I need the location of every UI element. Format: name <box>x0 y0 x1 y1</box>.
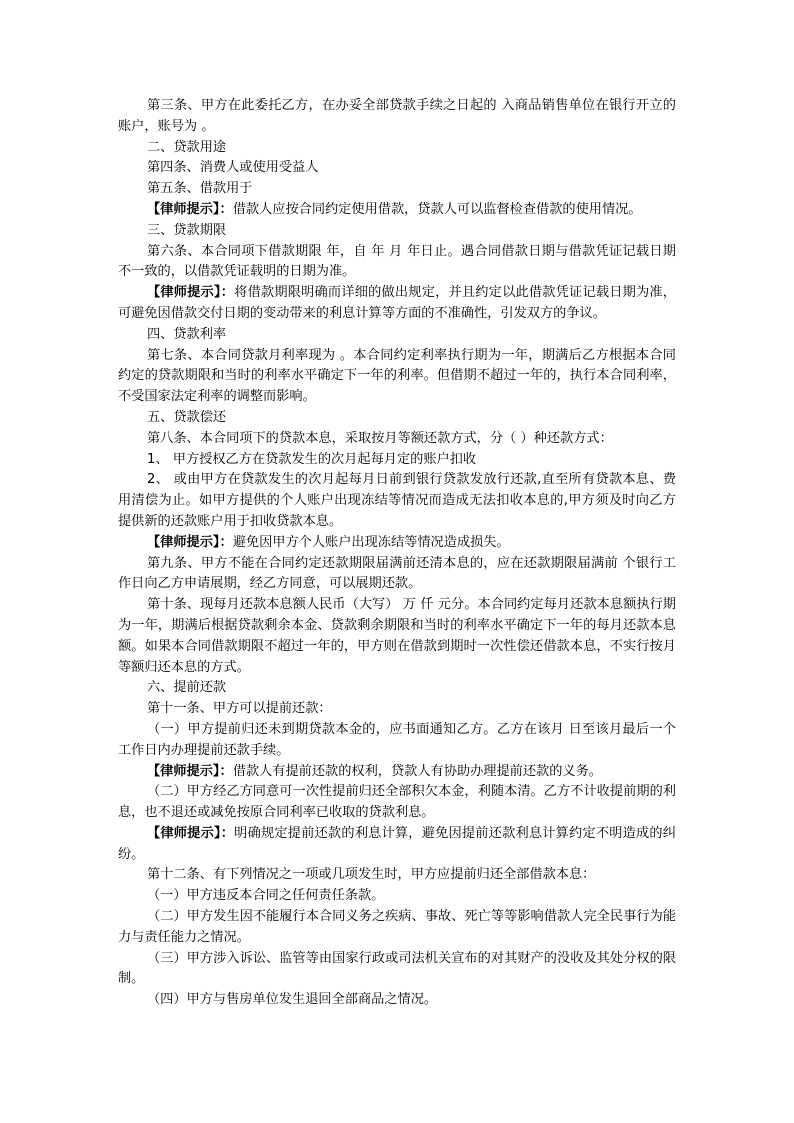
paragraph-text: （四）甲方与售房单位发生退回全部商品之情况。 <box>147 992 438 1008</box>
contract-paragraph <box>118 221 676 242</box>
paragraph-text: 第六条、本合同项下借款期限 年，自 年 月 年日止。遇合同借款日期与借款凭证记载日期不一致的，以借款凭证载明的日期为准。 <box>118 243 676 280</box>
paragraph-text: 避免因甲方个人账户出现冻结等情况造成损失。 <box>232 534 510 550</box>
lawyer-tip-paragraph <box>118 200 676 221</box>
paragraph-text: 第七条、本合同贷款月利率现为 。本合同约定利率执行期为一年，期满后乙方根据本合同约定的贷款期限和当时的利率水平确定下一年的利率。但借期不超过一年的，执行本合同利率，不受国家法定利率的调整而影响。 <box>118 347 676 405</box>
paragraph-text: 六、提前还款 <box>147 680 227 696</box>
paragraph-text: 借款人有提前还款的权利，贷款人有协助办理提前还款的义务。 <box>232 763 602 779</box>
lawyer-tip-label: 【律师提示】： <box>147 534 233 550</box>
contract-paragraph <box>118 470 676 532</box>
paragraph-text: 三、贷款期限 <box>147 222 227 238</box>
lawyer-tip-label: 【律师提示】： <box>147 285 235 301</box>
paragraph-text: 第五条、借款用于 <box>147 181 253 197</box>
paragraph-text: 第十二条、有下列情况之一项或几项发生时，甲方应提前归还全部借款本息： <box>147 867 596 883</box>
lawyer-tip-paragraph <box>118 824 676 866</box>
paragraph-text: （三）甲方涉入诉讼、监管等由国家行政或司法机关宣布的对其财产的没收及其处分权的限制。 <box>118 950 676 987</box>
contract-paragraph <box>118 865 676 886</box>
paragraph-text: 四、贷款利率 <box>147 326 227 342</box>
contract-paragraph <box>118 138 676 159</box>
paragraph-text: 借款人应按合同约定使用借款，贷款人可以监督检查借款的使用情况。 <box>232 201 642 217</box>
paragraph-text: 第十一条、甲方可以提前还款： <box>147 701 332 717</box>
paragraph-text: 第十条、现每月还款本息额人民币（大写） 万 仟 元分。本合同约定每月还款本息额执行期为一年，期满后根据贷款剩余本金、贷款剩余期限和当时的利率水平确定下一年的每月还款本息额。如果本合同借款期限不超过一年的，甲方则在借款到期时一次性偿还借款本息，不实行按月等额归还本息的方式。 <box>118 597 676 675</box>
contract-paragraph <box>118 242 676 284</box>
lawyer-tip-label: 【律师提示】： <box>147 763 233 779</box>
contract-paragraph <box>118 450 676 471</box>
contract-paragraph <box>118 179 676 200</box>
paragraph-text: （二）甲方发生因不能履行本合同义务之疾病、事故、死亡等等影响借款人完全民事行为能力与责任能力之情况。 <box>118 909 676 945</box>
contract-paragraph <box>118 886 676 907</box>
contract-paragraph <box>118 429 676 450</box>
paragraph-text: 第四条、消费人或使用受益人 <box>147 160 319 176</box>
contract-paragraph <box>118 158 676 179</box>
lawyer-tip-label: 【律师提示】： <box>147 825 235 841</box>
lawyer-tip-paragraph <box>118 533 676 554</box>
document-body <box>118 96 676 1011</box>
contract-paragraph <box>118 990 676 1011</box>
contract-paragraph <box>118 554 676 596</box>
lawyer-tip-paragraph <box>118 762 676 783</box>
contract-paragraph <box>118 346 676 408</box>
paragraph-text: （二）甲方经乙方同意可一次性提前归还全部积欠本金，利随本清。乙方不计收提前期的利息，也不退还或减免按原合同利率已收取的贷款利息。 <box>118 784 676 821</box>
paragraph-text: 将借款期限明确而详细的做出规定，并且约定以此借款凭证记载日期为准，可避免因借款交付日期的变动带来的利息计算等方面的不准确性，引发双方的争议。 <box>118 285 676 321</box>
contract-paragraph <box>118 782 676 824</box>
paragraph-text: 二、贷款用途 <box>147 139 227 155</box>
contract-paragraph <box>118 949 676 991</box>
lawyer-tip-label: 【律师提示】： <box>147 201 233 217</box>
paragraph-text: 2、 或由甲方在贷款发生的次月起每月日前到银行贷款发放行还款,直至所有贷款本息、费用清偿为止。如甲方提供的个人账户出现冻结等情况而造成无法扣收本息的,甲方须及时向乙方提供新的还款账户用于扣收贷款本息。 <box>118 472 676 529</box>
contract-paragraph <box>118 595 676 678</box>
paragraph-text: 第八条、本合同项下的贷款本息，采取按月等额还款方式，分（ ）种还款方式： <box>147 430 613 446</box>
contract-paragraph <box>118 720 676 762</box>
contract-paragraph <box>118 96 676 138</box>
paragraph-text: 第九条、甲方不能在合同约定还款期限届满前还清本息的，应在还款期限届满前 个银行工作日向乙方申请展期，经乙方同意，可以展期还款。 <box>118 555 676 592</box>
paragraph-text: 第三条、甲方在此委托乙方，在办妥全部贷款手续之日起的 入商品销售单位在银行开立的账户，账号为 。 <box>118 98 676 134</box>
paragraph-text: 明确规定提前还款的利息计算，避免因提前还款利息计算约定不明造成的纠纷。 <box>118 825 676 862</box>
paragraph-text: （一）甲方违反本合同之任何责任条款。 <box>147 888 385 904</box>
contract-paragraph <box>118 325 676 346</box>
contract-paragraph <box>118 699 676 720</box>
contract-paragraph <box>118 907 676 949</box>
contract-paragraph <box>118 678 676 699</box>
paragraph-text: 1、 甲方授权乙方在贷款发生的次月起每月定的账户扣收 <box>147 451 477 467</box>
lawyer-tip-paragraph <box>118 283 676 325</box>
paragraph-text: （一）甲方提前归还未到期贷款本金的，应书面通知乙方。乙方在该月 日至该月最后一个工作日内办理提前还款手续。 <box>118 721 676 758</box>
contract-paragraph <box>118 408 676 429</box>
paragraph-text: 五、贷款偿还 <box>147 409 227 425</box>
